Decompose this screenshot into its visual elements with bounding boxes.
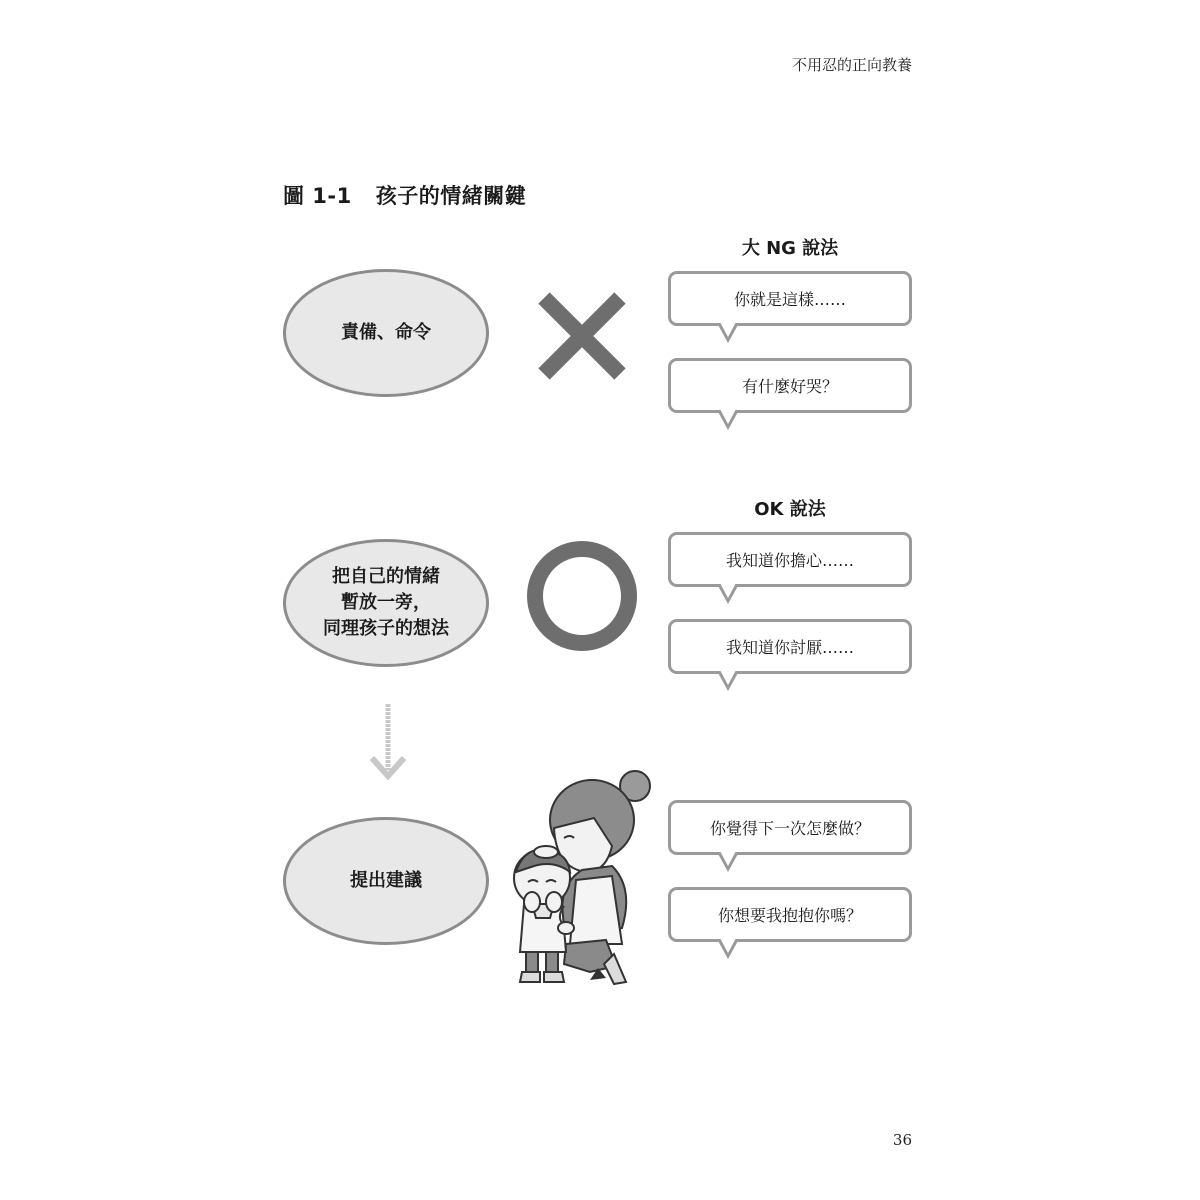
speech-bubble-suggest-1: [668, 800, 912, 855]
cross-icon: [536, 290, 628, 382]
speech-bubble-ok-1: [668, 532, 912, 587]
speech-bubble-ok-2: [668, 619, 912, 674]
ng-heading: 大 NG 說法: [741, 238, 839, 259]
figure-number: 圖 1-1: [283, 184, 352, 208]
speech-bubble-suggest-2: [668, 887, 912, 942]
speech-bubble-ng-2: [668, 358, 912, 413]
ellipse-blame-command: [283, 269, 489, 397]
speech-bubble-text: 我知道你擔心……: [725, 551, 854, 570]
ellipse-suggest-label: 提出建議: [350, 870, 422, 891]
ellipse-empathize-line-3: 同理孩子的想法: [323, 618, 449, 639]
speech-bubble-text: 有什麼好哭？: [741, 377, 838, 396]
speech-bubble-ng-1: [668, 271, 912, 326]
speech-bubble-text: 你想要我抱抱你嗎？: [717, 906, 862, 925]
mother-comforting-child-illustration: [494, 768, 659, 986]
figure-title: [283, 180, 526, 210]
down-arrow-icon: [366, 700, 410, 784]
speech-bubble-text: 我知道你討厭……: [725, 638, 854, 657]
ellipse-empathize-line-1: 把自己的情緒: [332, 566, 440, 587]
speech-bubble-text: 你覺得下一次怎麼做？: [709, 819, 870, 838]
circle-icon: [526, 540, 638, 652]
ellipse-empathize-line-2: 暫放一旁，: [341, 592, 431, 613]
figure-caption: 孩子的情緒關鍵: [375, 184, 527, 208]
running-head: 不用忍的正向教養: [791, 56, 912, 74]
speech-bubble-text: 你就是這樣……: [733, 290, 846, 309]
ellipse-empathize: [283, 539, 489, 667]
ellipse-suggest: [283, 817, 489, 945]
ellipse-blame-command-label: 責備、命令: [341, 322, 431, 343]
page-number: 36: [892, 1131, 912, 1149]
ok-heading: OK 說法: [754, 499, 826, 520]
